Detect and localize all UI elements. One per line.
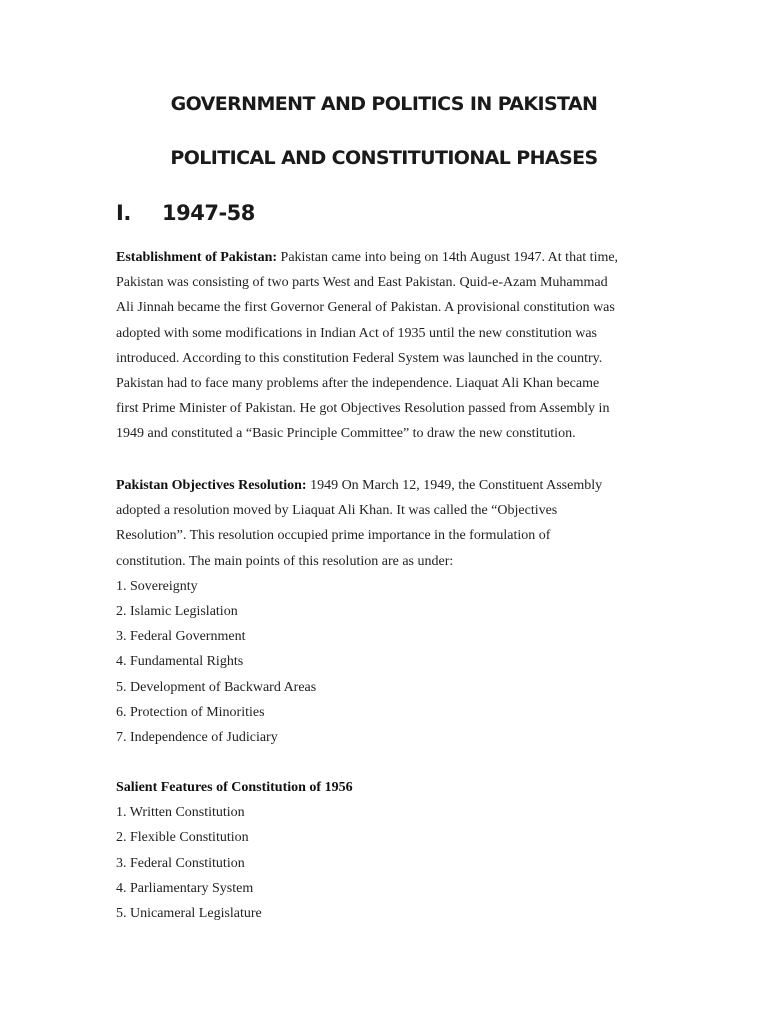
salient-features-section — [116, 775, 661, 926]
paragraph-line: adopted with some modifications in Indian Act of 1935 until the new constitution was — [116, 325, 597, 341]
objectives-heading: Pakistan Objectives Resolution: — [116, 478, 307, 493]
paragraph-line: Resolution”. This resolution occupied prime importance in the formulation of — [116, 528, 551, 544]
document-title: GOVERNMENT AND POLITICS IN PAKISTAN — [170, 93, 598, 115]
paragraph-line: 1949 and constituted a “Basic Principle Committee” to draw the new constitution. — [116, 426, 576, 442]
salient-heading: Salient Features of Constitution of 1956 — [116, 780, 353, 795]
list-item: 7. Independence of Judiciary — [116, 730, 278, 746]
section-label: 1947-58 — [162, 201, 255, 225]
paragraph-line: adopted a resolution moved by Liaquat Ali Khan. It was called the “Objectives — [116, 503, 558, 519]
list-item: 3. Federal Constitution — [116, 855, 245, 871]
list-item: 4. Parliamentary System — [116, 880, 254, 896]
establishment-paragraph — [116, 245, 661, 447]
establishment-heading: Establishment of Pakistan: — [116, 250, 278, 265]
list-item: 1. Sovereignty — [116, 578, 198, 594]
paragraph-line: Ali Jinnah became the first Governor General of Pakistan. A provisional constitution was — [116, 300, 615, 316]
objectives-paragraph — [116, 473, 661, 750]
paragraph-line: Establishment of Pakistan: Pakistan came into being on 14th August 1947. At that time, — [116, 250, 619, 265]
paragraph-line: Pakistan was consisting of two parts West and East Pakistan. Quid-e-Azam Muhammad — [116, 275, 608, 291]
list-item: 2. Islamic Legislation — [116, 604, 238, 620]
document-subtitle: POLITICAL AND CONSTITUTIONAL PHASES — [170, 147, 598, 169]
paragraph-line: Pakistan had to face many problems after the independence. Liaquat Ali Khan became — [116, 376, 600, 392]
paragraph-line: constitution. The main points of this resolution are as under: — [116, 553, 454, 569]
list-item: 5. Development of Backward Areas — [116, 679, 317, 695]
list-item: 4. Fundamental Rights — [116, 654, 244, 670]
section-number: I. — [116, 201, 131, 225]
paragraph-line: introduced. According to this constitution Federal System was launched in the country. — [116, 350, 603, 366]
paragraph-line: first Prime Minister of Pakistan. He got Objectives Resolution passed from Assembly in — [116, 401, 610, 417]
list-item: 1. Written Constitution — [116, 805, 245, 821]
list-item: 2. Flexible Constitution — [116, 830, 249, 846]
paragraph-line — [116, 775, 661, 800]
section-heading — [116, 200, 255, 226]
list-item: 6. Protection of Minorities — [116, 704, 265, 720]
paragraph-line: Pakistan Objectives Resolution: 1949 On March 12, 1949, the Constituent Assembly — [116, 478, 603, 493]
list-item: 3. Federal Government — [116, 629, 246, 645]
list-item: 5. Unicameral Legislature — [116, 906, 262, 922]
